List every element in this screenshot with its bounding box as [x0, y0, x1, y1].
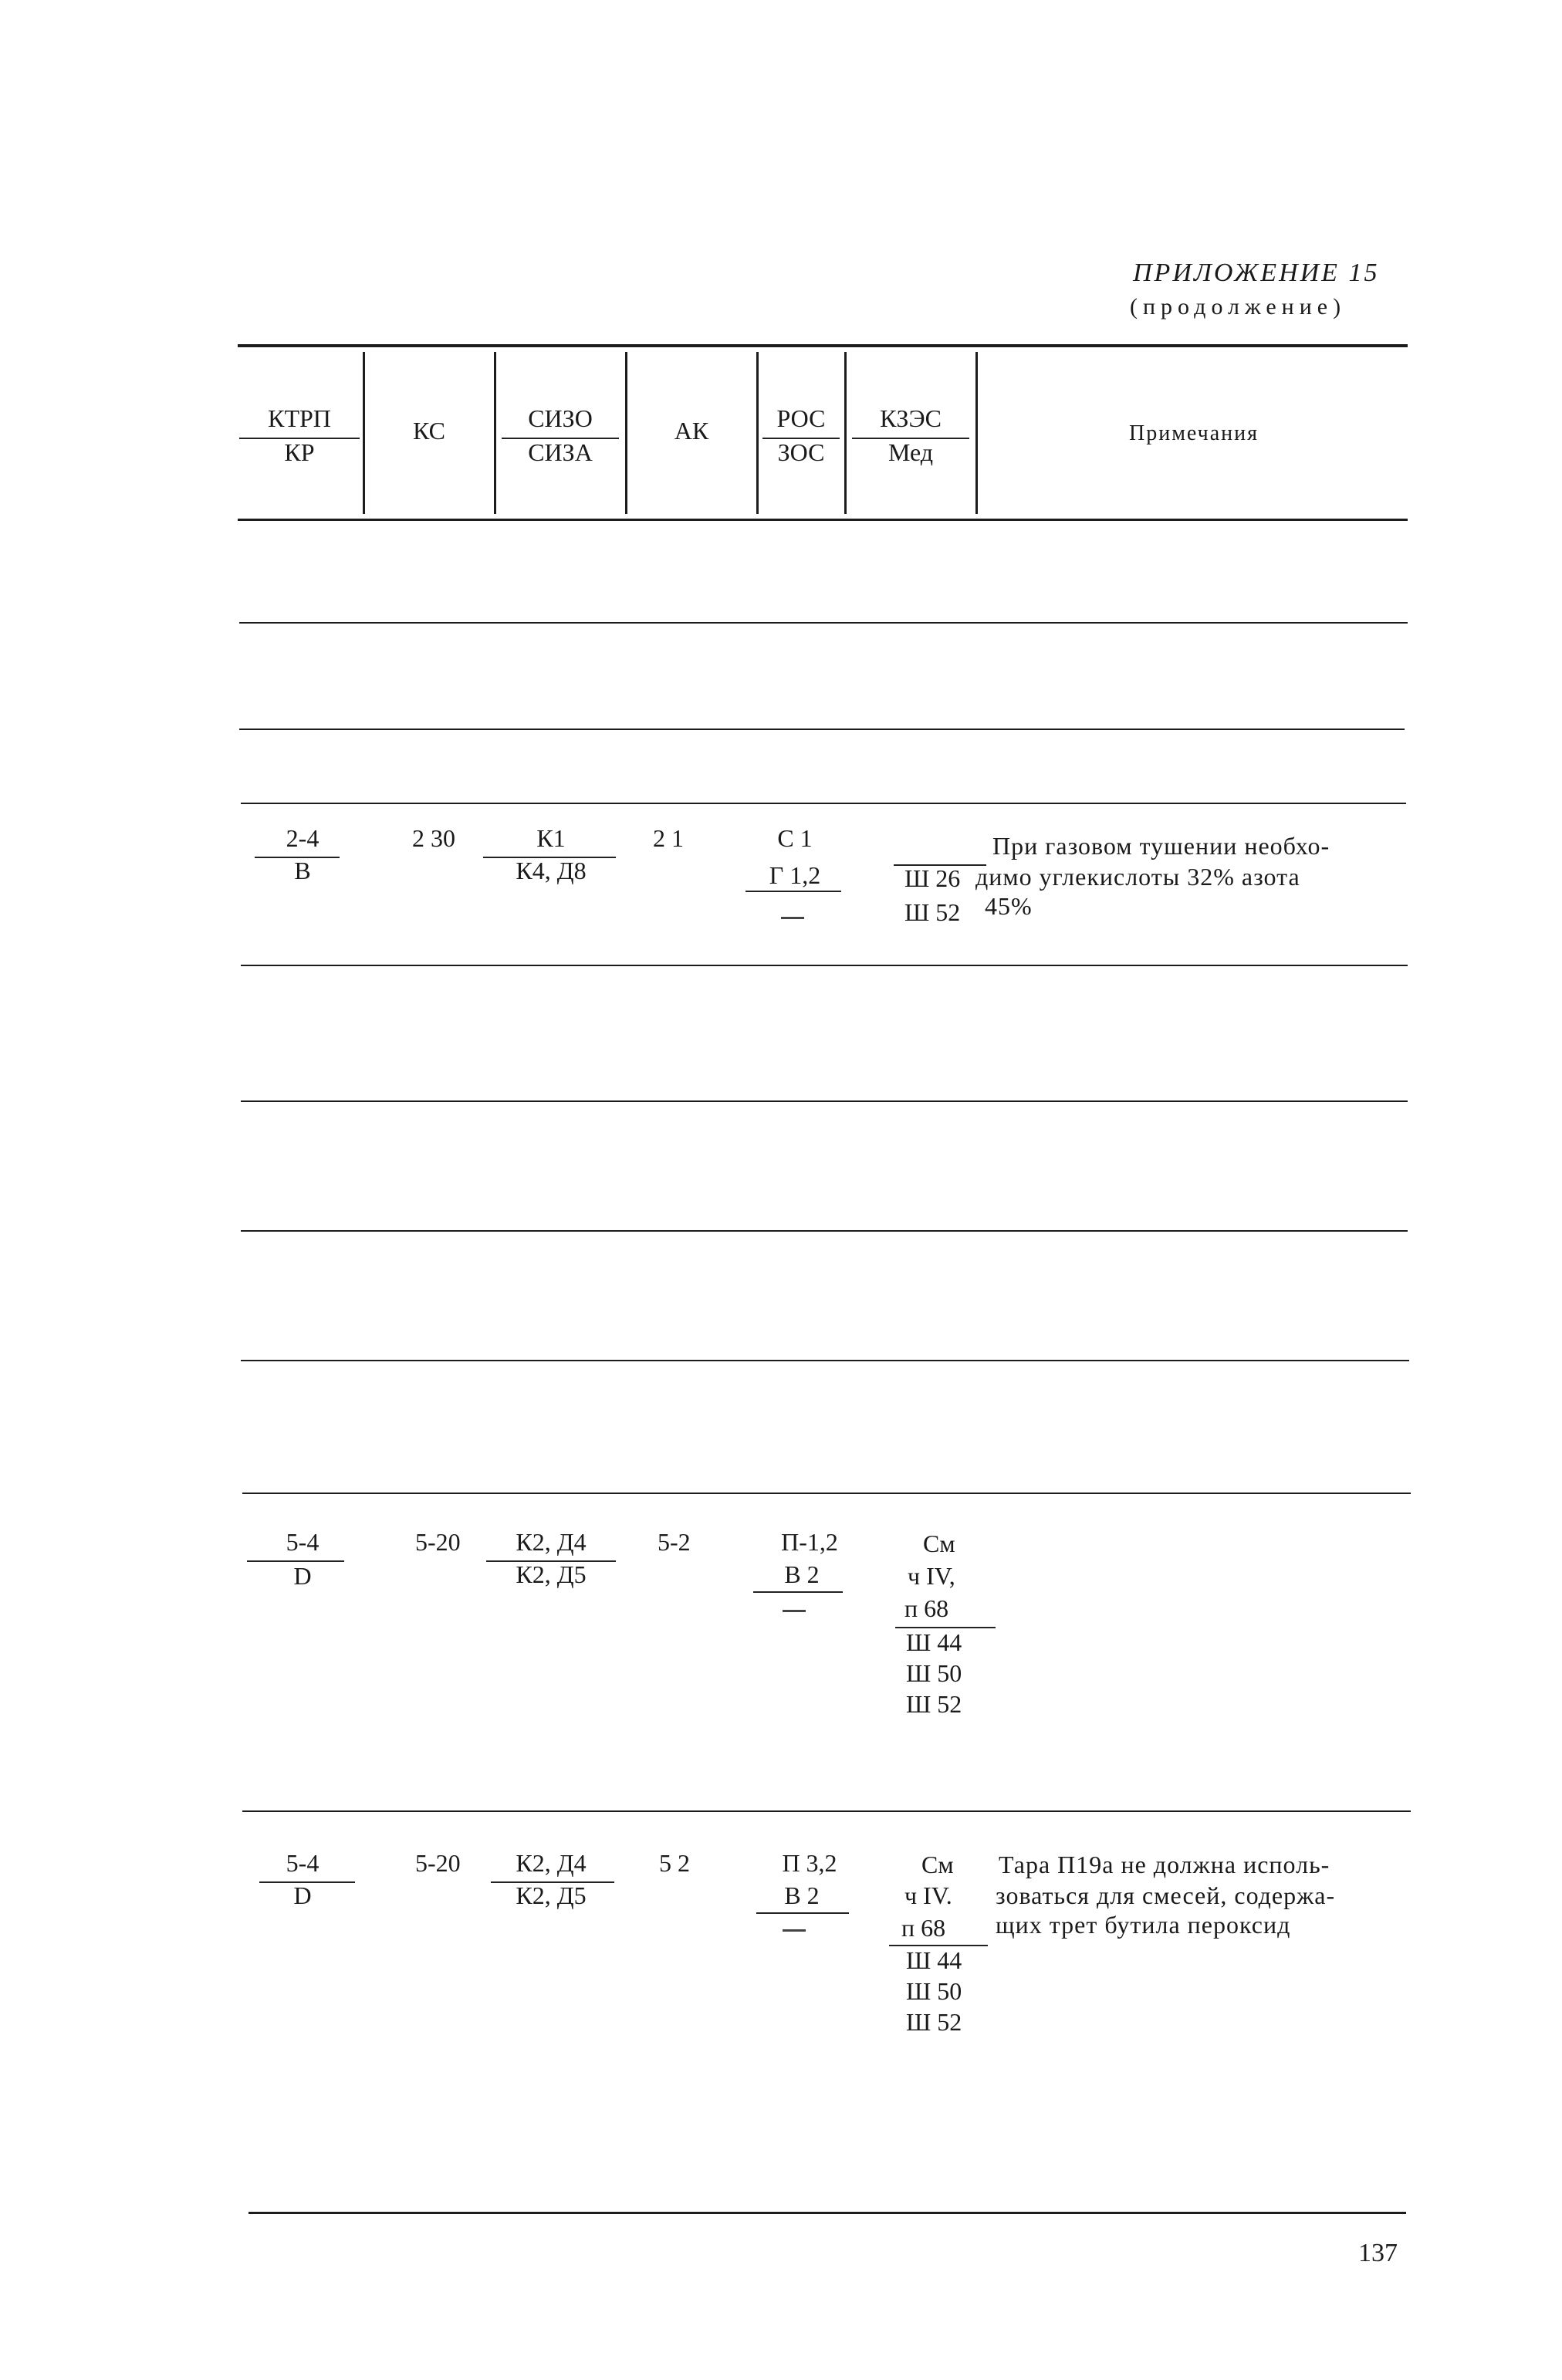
row-note-2: димо углекислоты 32% азота: [975, 863, 1300, 891]
row-ros: П 3,2: [782, 1849, 837, 1877]
col-divider: [975, 352, 978, 514]
row-siza: К4, Д8: [516, 857, 587, 884]
col-divider: [844, 352, 847, 514]
dash-mark: [783, 1610, 806, 1612]
row-kzes-2: ч IV,: [908, 1562, 955, 1590]
col-divider: [494, 352, 496, 514]
row-ktrp: 2-4: [286, 824, 320, 852]
row-ks: 5-20: [415, 1849, 461, 1877]
col-divider: [756, 352, 759, 514]
row-rule: [239, 729, 1405, 730]
row-ak: 2 1: [653, 824, 684, 852]
row-sizo: К2, Д4: [516, 1528, 587, 1556]
col-header-ktrp: КТРП: [268, 404, 331, 432]
page-number: 137: [1358, 2239, 1398, 2267]
dash-mark: [783, 1929, 806, 1932]
row-note-1: При газовом тушении необхо-: [992, 832, 1330, 860]
row-rule: [241, 965, 1408, 966]
row-ks: 2 30: [412, 824, 455, 852]
appendix-subtitle: (продолжение): [1130, 294, 1347, 319]
row-rule: [241, 803, 1406, 804]
row-kr: D: [293, 1562, 312, 1590]
row-ktrp: 5-4: [286, 1528, 320, 1556]
col-header-zos: ЗОС: [777, 438, 825, 466]
row-note-1: Тара П19а не должна исполь-: [999, 1851, 1330, 1878]
header-bottom-rule: [238, 519, 1408, 521]
row-ak: 5 2: [659, 1849, 690, 1877]
col-header-notes: Примечания: [1128, 421, 1259, 445]
appendix-title: ПРИЛОЖЕНИЕ 15: [1133, 259, 1380, 287]
row-zos: В 2: [784, 1560, 820, 1588]
row-med-1: Ш 44: [906, 1628, 962, 1656]
row-med-3: Ш 52: [906, 1690, 962, 1718]
row-kzes-1: См: [921, 1851, 954, 1878]
table-bottom-rule: [248, 2212, 1406, 2214]
row-zos: Г 1,2: [769, 861, 821, 889]
row-rule: [242, 1810, 1411, 1812]
col-header-ks: КС: [413, 417, 445, 445]
row-note-2: зоваться для смесей, содержа-: [996, 1881, 1336, 1909]
col-header-ak: АК: [674, 417, 709, 445]
fraction-bar: [756, 1912, 849, 1914]
row-med-3: Ш 52: [906, 2008, 962, 2036]
dash-mark: [781, 917, 804, 919]
row-sizo: К2, Д4: [516, 1849, 587, 1877]
row-kzes-3: п 68: [904, 1594, 949, 1622]
row-siza: К2, Д5: [516, 1560, 587, 1588]
row-ks: 5-20: [415, 1528, 461, 1556]
row-ros: С 1: [777, 824, 813, 852]
fraction-bar: [753, 1591, 843, 1593]
row-med-2: Ш 50: [906, 1659, 962, 1687]
row-note-3: щих трет бутила пероксид: [996, 1911, 1291, 1939]
row-kr: D: [293, 1881, 312, 1909]
fraction-bar: [746, 891, 841, 892]
col-header-med: Мед: [888, 438, 934, 466]
col-header-kzes: КЗЭС: [880, 404, 942, 432]
row-ak: 5-2: [658, 1528, 691, 1556]
row-med-2: Ш 52: [904, 898, 961, 926]
row-note-3: 45%: [985, 892, 1033, 920]
row-med-2: Ш 50: [906, 1977, 962, 2005]
row-rule: [241, 1230, 1408, 1232]
row-ktrp: 5-4: [286, 1849, 320, 1877]
row-rule: [241, 1100, 1408, 1102]
row-kr: В: [294, 857, 311, 884]
col-divider: [363, 352, 365, 514]
row-med-1: Ш 26: [904, 864, 961, 892]
row-kzes-3: п 68: [901, 1914, 946, 1942]
col-divider: [625, 352, 627, 514]
row-rule: [241, 1360, 1409, 1361]
col-header-kr: КР: [284, 438, 315, 466]
row-siza: К2, Д5: [516, 1881, 587, 1909]
row-ros: П-1,2: [781, 1528, 838, 1556]
table-top-rule: [238, 344, 1408, 347]
row-zos: В 2: [784, 1881, 820, 1909]
row-rule: [239, 622, 1408, 624]
col-header-siza: СИЗА: [528, 438, 593, 466]
row-kzes-2: ч IV.: [904, 1881, 952, 1909]
col-header-sizo: СИЗО: [528, 404, 593, 432]
col-header-ros: РОС: [776, 404, 826, 432]
row-kzes-1: См: [923, 1530, 955, 1557]
row-med-1: Ш 44: [906, 1946, 962, 1974]
row-rule: [242, 1493, 1411, 1494]
row-sizo: К1: [536, 824, 566, 852]
